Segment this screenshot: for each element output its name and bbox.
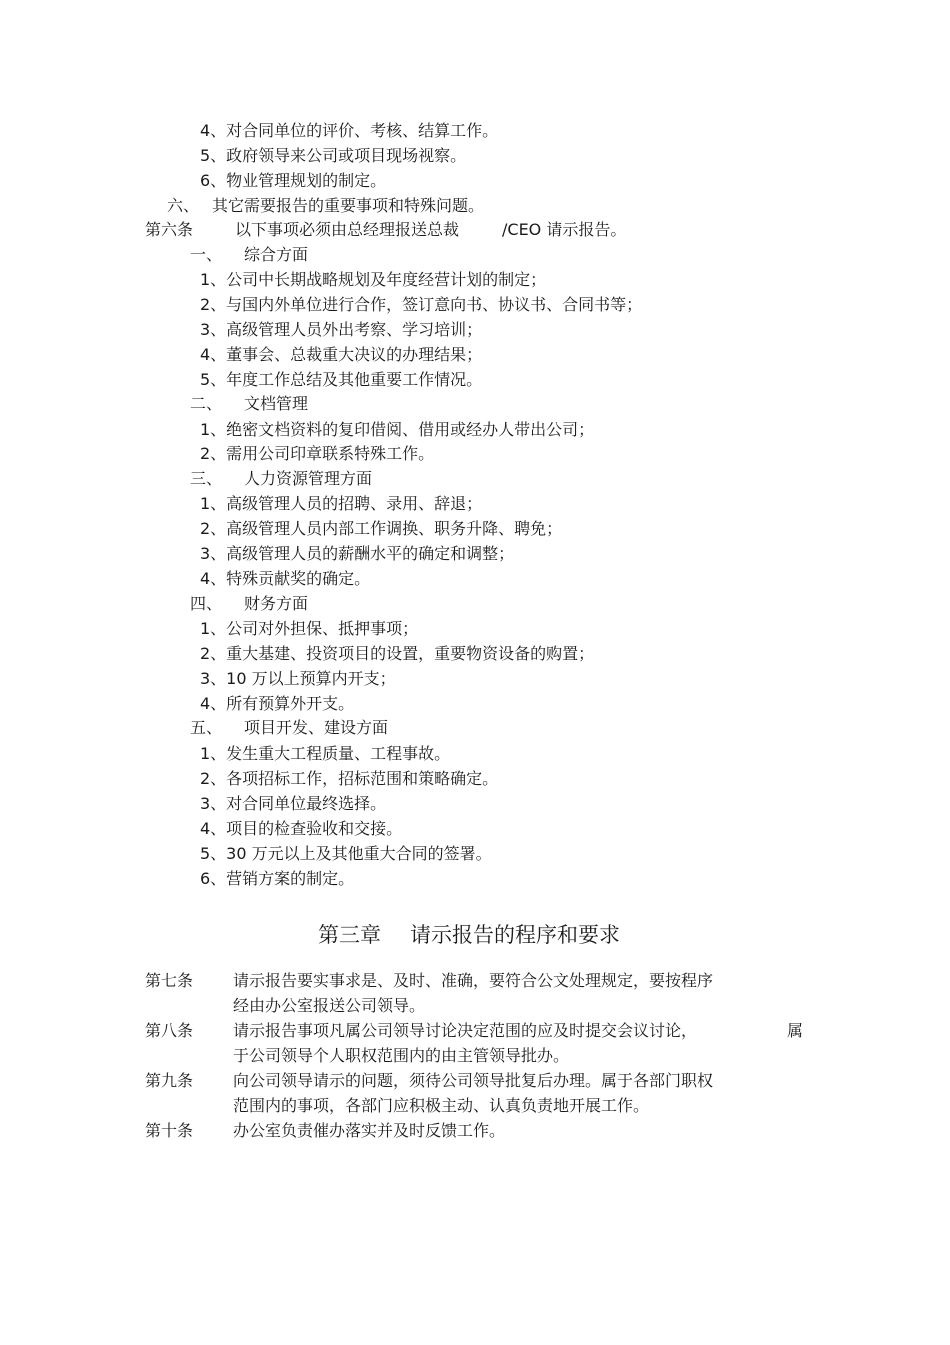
group-number: 三、 xyxy=(190,469,223,488)
group-heading xyxy=(190,394,309,414)
article-text: 经由办公室报送公司领导。 xyxy=(233,996,426,1015)
article-text: 范围内的事项，各部门应积极主动、认真负责地开展工作。 xyxy=(233,1096,650,1115)
article-label: 第七条 xyxy=(145,971,194,990)
list-item: 4、董事会、总裁重大决议的办理结果； xyxy=(200,345,483,364)
list-item: 2、需用公司印章联系特殊工作。 xyxy=(200,444,435,463)
article-text: 请示报告事项凡属公司领导讨论决定范围的应及时提交会议讨论， xyxy=(233,1021,698,1040)
article-text: 于公司领导个人职权范围内的由主管领导批办。 xyxy=(233,1046,570,1065)
group-number: 一、 xyxy=(190,245,223,264)
article-label: 第六条 xyxy=(145,220,194,239)
group-heading xyxy=(190,718,389,738)
chapter-title: 请示报告的程序和要求 xyxy=(410,923,620,947)
chapter-heading xyxy=(318,922,620,948)
article-text: 请示报告要实事求是、及时、准确，要符合公文处理规定，要按程序 xyxy=(233,971,714,990)
section-text: 其它需要报告的重要事项和特殊问题。 xyxy=(212,196,485,215)
group-title: 综合方面 xyxy=(244,245,309,264)
group-number: 二、 xyxy=(190,394,223,413)
group-heading xyxy=(190,594,309,614)
group-heading xyxy=(190,469,373,489)
list-item: 1、发生重大工程质量、工程事故。 xyxy=(200,744,451,763)
section-heading xyxy=(167,196,485,216)
list-item: 1、绝密文档资料的复印借阅、借用或经办人带出公司； xyxy=(200,420,595,439)
article-label: 第九条 xyxy=(145,1071,194,1090)
list-item: 2、与国内外单位进行合作，签订意向书、协议书、合同书等； xyxy=(200,295,643,314)
list-item: 5、政府领导来公司或项目现场视察。 xyxy=(200,146,467,165)
list-item: 4、对合同单位的评价、考核、结算工作。 xyxy=(200,121,499,140)
list-item: 2、各项招标工作，招标范围和策略确定。 xyxy=(200,769,499,788)
list-item: 4、项目的检查验收和交接。 xyxy=(200,819,403,838)
article-text: 办公室负责催办落实并及时反馈工作。 xyxy=(233,1121,506,1140)
article-text: 以下事项必须由总经理报送总裁 xyxy=(235,220,460,239)
group-title: 财务方面 xyxy=(244,594,309,613)
list-item: 3、对合同单位最终选择。 xyxy=(200,794,387,813)
list-item: 4、特殊贡献奖的确定。 xyxy=(200,569,371,588)
article-text-tail: 属 xyxy=(787,1021,804,1040)
list-item: 6、物业管理规划的制定。 xyxy=(200,171,387,190)
list-item: 4、所有预算外开支。 xyxy=(200,694,355,713)
section-number: 六、 xyxy=(167,196,200,215)
article-text: 向公司领导请示的问题，须待公司领导批复后办理。属于各部门职权 xyxy=(233,1071,714,1090)
list-item: 2、高级管理人员内部工作调换、职务升降、聘免； xyxy=(200,519,563,538)
group-title: 人力资源管理方面 xyxy=(244,469,373,488)
article-label: 第八条 xyxy=(145,1021,194,1040)
list-item: 1、公司中长期战略规划及年度经营计划的制定； xyxy=(200,270,547,289)
chapter-label: 第三章 xyxy=(318,923,381,947)
article-label: 第十条 xyxy=(145,1121,194,1140)
list-item: 6、营销方案的制定。 xyxy=(200,869,355,888)
group-number: 四、 xyxy=(190,594,223,613)
list-item: 1、高级管理人员的招聘、录用、辞退； xyxy=(200,494,483,513)
list-item: 5、年度工作总结及其他重要工作情况。 xyxy=(200,370,483,389)
group-number: 五、 xyxy=(190,718,223,737)
article-text-tail: /CEO 请示报告。 xyxy=(502,220,627,239)
group-heading xyxy=(190,245,309,265)
list-item: 1、公司对外担保、抵押事项； xyxy=(200,619,419,638)
list-item: 2、重大基建、投资项目的设置，重要物资设备的购置； xyxy=(200,644,595,663)
group-title: 项目开发、建设方面 xyxy=(244,718,389,737)
list-item: 3、高级管理人员外出考察、学习培训； xyxy=(200,320,483,339)
group-title: 文档管理 xyxy=(244,394,309,413)
list-item: 5、30 万元以上及其他重大合同的签署。 xyxy=(200,844,492,863)
list-item: 3、10 万以上预算内开支； xyxy=(200,669,396,688)
list-item: 3、高级管理人员的薪酬水平的确定和调整； xyxy=(200,544,515,563)
